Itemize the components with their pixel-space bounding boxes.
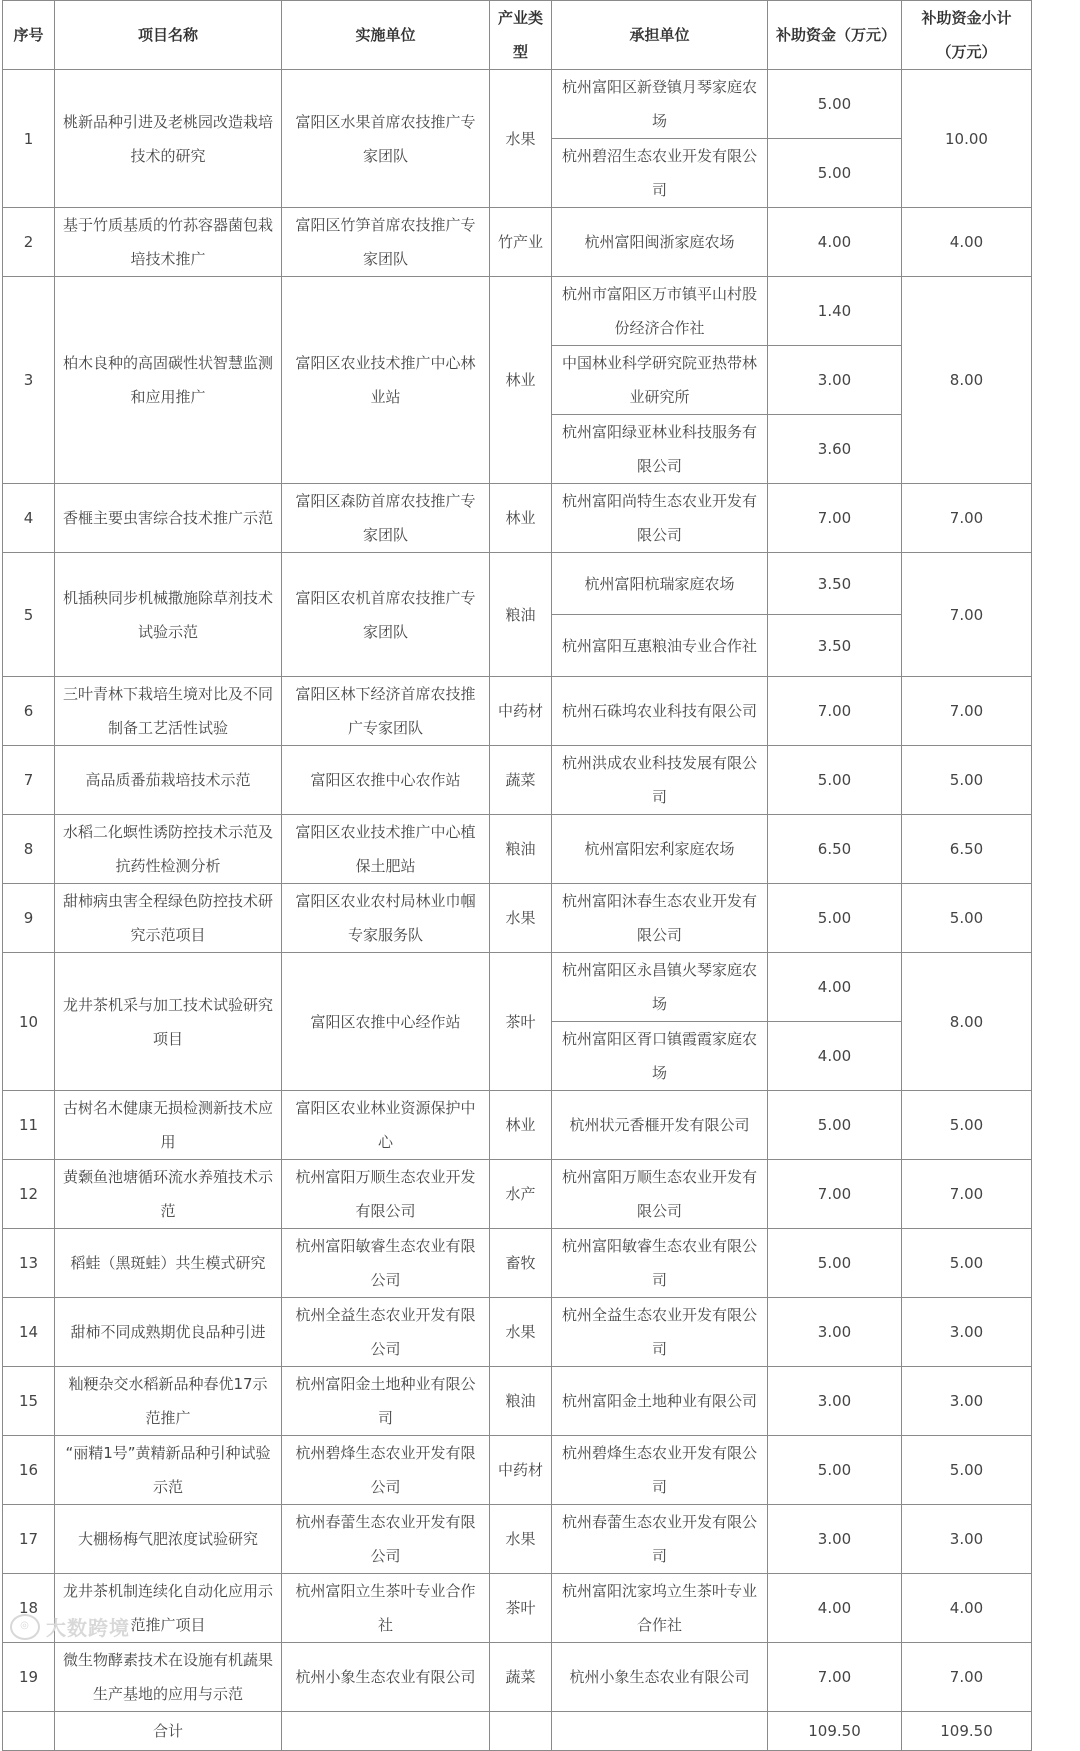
funding-table xyxy=(2,0,1032,1751)
header-implementing-unit: 实施单位 xyxy=(282,1,490,70)
implementing-unit-cell: 杭州碧烽生态农业开发有限公司 xyxy=(282,1436,490,1505)
implementing-unit-cell: 富阳区农业林业资源保护中心 xyxy=(282,1091,490,1160)
table-row xyxy=(3,746,1032,815)
project-name-cell: 大棚杨梅气肥浓度试验研究 xyxy=(55,1505,282,1574)
subsidy-subtotal-cell: 5.00 xyxy=(902,884,1032,953)
subsidy-subtotal-cell: 7.00 xyxy=(902,553,1032,677)
seq-cell: 15 xyxy=(3,1367,55,1436)
table-row xyxy=(3,70,1032,139)
undertaking-unit-cell: 杭州春蕾生态农业开发有限公司 xyxy=(552,1505,768,1574)
undertaking-unit-cell: 杭州富阳区新登镇月琴家庭农场 xyxy=(552,70,768,139)
undertaking-unit-cell: 杭州洪成农业科技发展有限公司 xyxy=(552,746,768,815)
industry-type-cell: 水果 xyxy=(490,884,552,953)
subsidy-subtotal-cell: 3.00 xyxy=(902,1367,1032,1436)
subsidy-fund-cell: 3.00 xyxy=(768,1298,902,1367)
project-name-cell: 高品质番茄栽培技术示范 xyxy=(55,746,282,815)
undertaking-unit-cell: 杭州小象生态农业有限公司 xyxy=(552,1643,768,1712)
implementing-unit-cell: 杭州小象生态农业有限公司 xyxy=(282,1643,490,1712)
subsidy-fund-cell: 5.00 xyxy=(768,884,902,953)
undertaking-unit-cell: 杭州富阳互惠粮油专业合作社 xyxy=(552,615,768,677)
industry-type-cell: 粮油 xyxy=(490,815,552,884)
industry-type-cell: 畜牧 xyxy=(490,1229,552,1298)
subsidy-subtotal-cell: 7.00 xyxy=(902,1160,1032,1229)
subsidy-fund-cell: 7.00 xyxy=(768,1160,902,1229)
funding-table-container xyxy=(2,0,1032,1751)
project-name-cell: 香榧主要虫害综合技术推广示范 xyxy=(55,484,282,553)
undertaking-unit-cell: 杭州富阳沈家坞立生茶叶专业合作社 xyxy=(552,1574,768,1643)
undertaking-unit-cell: 杭州富阳敏睿生态农业有限公司 xyxy=(552,1229,768,1298)
subsidy-subtotal-cell: 5.00 xyxy=(902,1091,1032,1160)
seq-cell: 4 xyxy=(3,484,55,553)
seq-cell: 10 xyxy=(3,953,55,1091)
subsidy-fund-cell: 3.50 xyxy=(768,615,902,677)
project-name-cell: 三叶青林下栽培生境对比及不同制备工艺活性试验 xyxy=(55,677,282,746)
table-row xyxy=(3,1643,1032,1712)
industry-type-cell: 水果 xyxy=(490,1505,552,1574)
subsidy-subtotal-cell: 5.00 xyxy=(902,1436,1032,1505)
table-row xyxy=(3,1505,1032,1574)
table-row xyxy=(3,1436,1032,1505)
table-body xyxy=(3,70,1032,1712)
project-name-cell: 龙井茶机制连续化自动化应用示范推广项目 xyxy=(55,1574,282,1643)
undertaking-unit-cell: 杭州富阳尚特生态农业开发有限公司 xyxy=(552,484,768,553)
undertaking-unit-cell: 杭州全益生态农业开发有限公司 xyxy=(552,1298,768,1367)
subsidy-subtotal-cell: 8.00 xyxy=(902,953,1032,1091)
table-row xyxy=(3,884,1032,953)
subsidy-subtotal-cell: 3.00 xyxy=(902,1505,1032,1574)
undertaking-unit-cell: 杭州状元香榧开发有限公司 xyxy=(552,1091,768,1160)
header-subsidy-fund: 补助资金（万元） xyxy=(768,1,902,70)
industry-type-cell: 林业 xyxy=(490,484,552,553)
total-row xyxy=(3,1712,1032,1751)
subsidy-subtotal-cell: 7.00 xyxy=(902,484,1032,553)
table-row xyxy=(3,277,1032,346)
total-subtotal: 109.50 xyxy=(902,1712,1032,1751)
total-under-cell xyxy=(552,1712,768,1751)
subsidy-subtotal-cell: 4.00 xyxy=(902,1574,1032,1643)
seq-cell: 3 xyxy=(3,277,55,484)
undertaking-unit-cell: 杭州富阳闽浙家庭农场 xyxy=(552,208,768,277)
project-name-cell: 古树名木健康无损检测新技术应用 xyxy=(55,1091,282,1160)
project-name-cell: 稻蛙（黑斑蛙）共生模式研究 xyxy=(55,1229,282,1298)
project-name-cell: 水稻二化螟性诱防控技术示范及抗药性检测分析 xyxy=(55,815,282,884)
undertaking-unit-cell: 中国林业科学研究院亚热带林业研究所 xyxy=(552,346,768,415)
subsidy-fund-cell: 4.00 xyxy=(768,1574,902,1643)
table-row xyxy=(3,1367,1032,1436)
industry-type-cell: 蔬菜 xyxy=(490,1643,552,1712)
subsidy-subtotal-cell: 6.50 xyxy=(902,815,1032,884)
seq-cell: 5 xyxy=(3,553,55,677)
implementing-unit-cell: 富阳区农推中心经作站 xyxy=(282,953,490,1091)
subsidy-fund-cell: 4.00 xyxy=(768,953,902,1022)
industry-type-cell: 粮油 xyxy=(490,1367,552,1436)
project-name-cell: 机插秧同步机械撒施除草剂技术试验示范 xyxy=(55,553,282,677)
subsidy-fund-cell: 7.00 xyxy=(768,484,902,553)
implementing-unit-cell: 杭州富阳金土地种业有限公司 xyxy=(282,1367,490,1436)
implementing-unit-cell: 富阳区农推中心农作站 xyxy=(282,746,490,815)
industry-type-cell: 林业 xyxy=(490,1091,552,1160)
table-row xyxy=(3,553,1032,615)
watermark-text: 大数跨境 xyxy=(46,1616,130,1640)
implementing-unit-cell: 富阳区竹笋首席农技推广专家团队 xyxy=(282,208,490,277)
seq-cell: 12 xyxy=(3,1160,55,1229)
undertaking-unit-cell: 杭州富阳沐春生态农业开发有限公司 xyxy=(552,884,768,953)
project-name-cell: 微生物酵素技术在设施有机蔬果生产基地的应用与示范 xyxy=(55,1643,282,1712)
seq-cell: 2 xyxy=(3,208,55,277)
total-fund: 109.50 xyxy=(768,1712,902,1751)
watermark xyxy=(10,1612,130,1641)
subsidy-fund-cell: 6.50 xyxy=(768,815,902,884)
subsidy-fund-cell: 3.00 xyxy=(768,346,902,415)
implementing-unit-cell: 富阳区水果首席农技推广专家团队 xyxy=(282,70,490,208)
industry-type-cell: 茶叶 xyxy=(490,1574,552,1643)
total-type-cell xyxy=(490,1712,552,1751)
undertaking-unit-cell: 杭州富阳区永昌镇火琴家庭农场 xyxy=(552,953,768,1022)
header-subsidy-subtotal: 补助资金小计（万元） xyxy=(902,1,1032,70)
total-seq-cell xyxy=(3,1712,55,1751)
industry-type-cell: 茶叶 xyxy=(490,953,552,1091)
subsidy-fund-cell: 3.60 xyxy=(768,415,902,484)
seq-cell: 9 xyxy=(3,884,55,953)
implementing-unit-cell: 富阳区农业技术推广中心林业站 xyxy=(282,277,490,484)
project-name-cell: 桃新品种引进及老桃园改造栽培技术的研究 xyxy=(55,70,282,208)
industry-type-cell: 水产 xyxy=(490,1160,552,1229)
subsidy-fund-cell: 5.00 xyxy=(768,1091,902,1160)
subsidy-fund-cell: 3.00 xyxy=(768,1367,902,1436)
subsidy-subtotal-cell: 7.00 xyxy=(902,677,1032,746)
subsidy-fund-cell: 7.00 xyxy=(768,677,902,746)
undertaking-unit-cell: 杭州富阳区胥口镇霞霞家庭农场 xyxy=(552,1022,768,1091)
implementing-unit-cell: 杭州富阳万顺生态农业开发有限公司 xyxy=(282,1160,490,1229)
subsidy-fund-cell: 4.00 xyxy=(768,208,902,277)
logo-icon: ◎ xyxy=(10,1614,40,1640)
undertaking-unit-cell: 杭州富阳万顺生态农业开发有限公司 xyxy=(552,1160,768,1229)
implementing-unit-cell: 富阳区林下经济首席农技推广专家团队 xyxy=(282,677,490,746)
industry-type-cell: 粮油 xyxy=(490,553,552,677)
table-row xyxy=(3,953,1032,1022)
total-label: 合计 xyxy=(55,1712,282,1751)
header-undertaking-unit: 承担单位 xyxy=(552,1,768,70)
industry-type-cell: 水果 xyxy=(490,70,552,208)
seq-cell: 8 xyxy=(3,815,55,884)
implementing-unit-cell: 杭州春蕾生态农业开发有限公司 xyxy=(282,1505,490,1574)
table-row xyxy=(3,1160,1032,1229)
undertaking-unit-cell: 杭州富阳杭瑞家庭农场 xyxy=(552,553,768,615)
project-name-cell: 甜柿病虫害全程绿色防控技术研究示范项目 xyxy=(55,884,282,953)
seq-cell: 19 xyxy=(3,1643,55,1712)
table-row xyxy=(3,208,1032,277)
seq-cell: 13 xyxy=(3,1229,55,1298)
subsidy-subtotal-cell: 8.00 xyxy=(902,277,1032,484)
seq-cell: 7 xyxy=(3,746,55,815)
industry-type-cell: 中药材 xyxy=(490,677,552,746)
subsidy-fund-cell: 1.40 xyxy=(768,277,902,346)
implementing-unit-cell: 杭州富阳立生茶叶专业合作社 xyxy=(282,1574,490,1643)
table-row xyxy=(3,1091,1032,1160)
implementing-unit-cell: 杭州富阳敏睿生态农业有限公司 xyxy=(282,1229,490,1298)
implementing-unit-cell: 富阳区森防首席农技推广专家团队 xyxy=(282,484,490,553)
project-name-cell: 黄颡鱼池塘循环流水养殖技术示范 xyxy=(55,1160,282,1229)
undertaking-unit-cell: 杭州富阳金土地种业有限公司 xyxy=(552,1367,768,1436)
project-name-cell: 龙井茶机采与加工技术试验研究项目 xyxy=(55,953,282,1091)
table-row xyxy=(3,1229,1032,1298)
table-row xyxy=(3,1574,1032,1643)
header-row xyxy=(3,1,1032,70)
subsidy-subtotal-cell: 5.00 xyxy=(902,746,1032,815)
header-project-name: 项目名称 xyxy=(55,1,282,70)
table-row xyxy=(3,815,1032,884)
subsidy-fund-cell: 7.00 xyxy=(768,1643,902,1712)
implementing-unit-cell: 杭州全益生态农业开发有限公司 xyxy=(282,1298,490,1367)
seq-cell: 1 xyxy=(3,70,55,208)
subsidy-subtotal-cell: 10.00 xyxy=(902,70,1032,208)
industry-type-cell: 林业 xyxy=(490,277,552,484)
industry-type-cell: 竹产业 xyxy=(490,208,552,277)
subsidy-fund-cell: 3.00 xyxy=(768,1505,902,1574)
seq-cell: 14 xyxy=(3,1298,55,1367)
seq-cell: 6 xyxy=(3,677,55,746)
undertaking-unit-cell: 杭州市富阳区万市镇平山村股份经济合作社 xyxy=(552,277,768,346)
undertaking-unit-cell: 杭州碧烽生态农业开发有限公司 xyxy=(552,1436,768,1505)
implementing-unit-cell: 富阳区农业农村局林业巾帼专家服务队 xyxy=(282,884,490,953)
header-industry-type: 产业类型 xyxy=(490,1,552,70)
industry-type-cell: 蔬菜 xyxy=(490,746,552,815)
undertaking-unit-cell: 杭州石硃坞农业科技有限公司 xyxy=(552,677,768,746)
subsidy-fund-cell: 5.00 xyxy=(768,70,902,139)
subsidy-fund-cell: 5.00 xyxy=(768,139,902,208)
undertaking-unit-cell: 杭州富阳宏利家庭农场 xyxy=(552,815,768,884)
project-name-cell: 籼粳杂交水稻新品种春优17示范推广 xyxy=(55,1367,282,1436)
subsidy-fund-cell: 3.50 xyxy=(768,553,902,615)
table-row xyxy=(3,677,1032,746)
seq-cell: 18 xyxy=(3,1574,55,1643)
subsidy-fund-cell: 5.00 xyxy=(768,1229,902,1298)
project-name-cell: “丽精1号”黄精新品种引种试验示范 xyxy=(55,1436,282,1505)
seq-cell: 16 xyxy=(3,1436,55,1505)
subsidy-subtotal-cell: 5.00 xyxy=(902,1229,1032,1298)
subsidy-subtotal-cell: 7.00 xyxy=(902,1643,1032,1712)
subsidy-subtotal-cell: 3.00 xyxy=(902,1298,1032,1367)
subsidy-subtotal-cell: 4.00 xyxy=(902,208,1032,277)
subsidy-fund-cell: 5.00 xyxy=(768,1436,902,1505)
project-name-cell: 基于竹质基质的竹荪容器菌包栽培技术推广 xyxy=(55,208,282,277)
project-name-cell: 甜柿不同成熟期优良品种引进 xyxy=(55,1298,282,1367)
undertaking-unit-cell: 杭州富阳绿亚林业科技服务有限公司 xyxy=(552,415,768,484)
header-seq: 序号 xyxy=(3,1,55,70)
total-impl-cell xyxy=(282,1712,490,1751)
project-name-cell: 柏木良种的高固碳性状智慧监测和应用推广 xyxy=(55,277,282,484)
seq-cell: 11 xyxy=(3,1091,55,1160)
seq-cell: 17 xyxy=(3,1505,55,1574)
industry-type-cell: 中药材 xyxy=(490,1436,552,1505)
subsidy-fund-cell: 4.00 xyxy=(768,1022,902,1091)
subsidy-fund-cell: 5.00 xyxy=(768,746,902,815)
industry-type-cell: 水果 xyxy=(490,1298,552,1367)
undertaking-unit-cell: 杭州碧沼生态农业开发有限公司 xyxy=(552,139,768,208)
table-row xyxy=(3,1298,1032,1367)
table-row xyxy=(3,484,1032,553)
implementing-unit-cell: 富阳区农机首席农技推广专家团队 xyxy=(282,553,490,677)
implementing-unit-cell: 富阳区农业技术推广中心植保土肥站 xyxy=(282,815,490,884)
